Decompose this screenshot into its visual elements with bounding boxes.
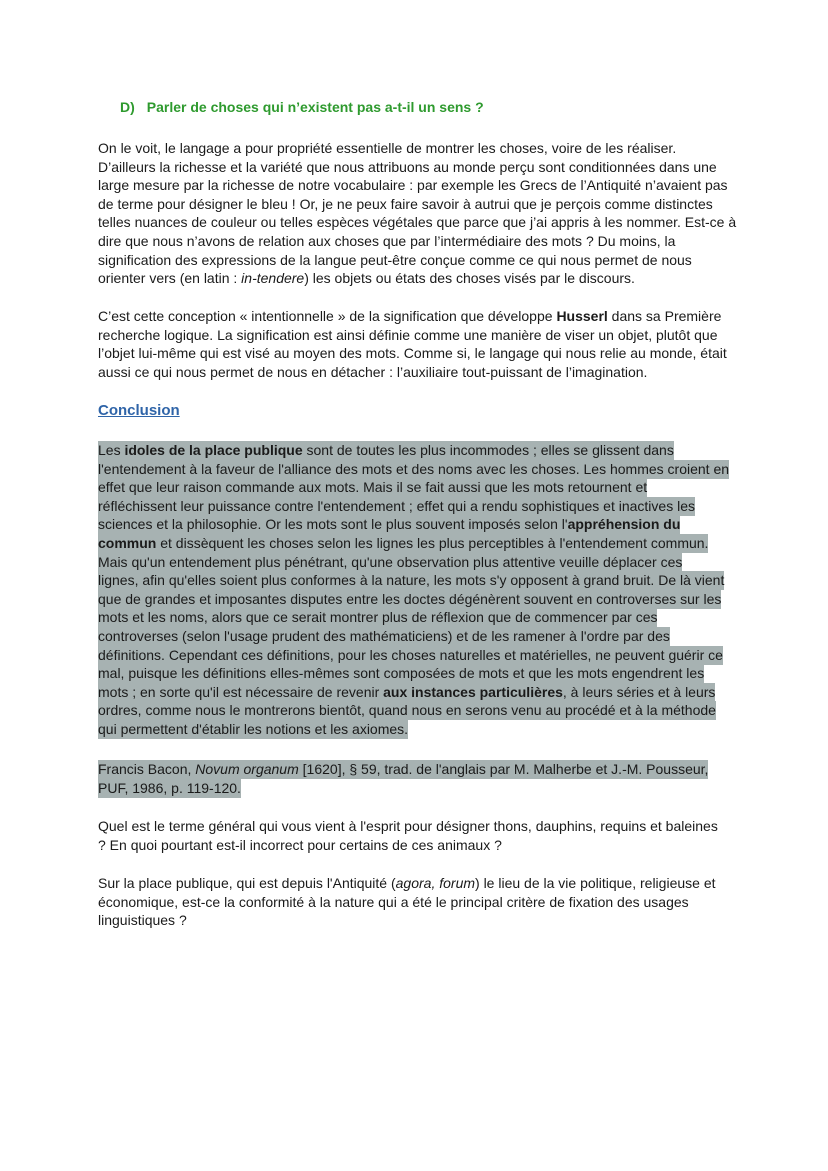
text-line: aussi ce qui nous permet de nous en détacher : l’auxiliaire tout-puissant de l’imagination. <box>98 363 648 380</box>
quote-line <box>98 683 730 702</box>
italic-term: in-tendere <box>241 270 305 287</box>
section-d-title: Parler de choses qui n’existent pas a-t-il un sens ? <box>146 99 484 115</box>
quote-line: lignes, afin qu'elles soient plus conformes à la nature, les mots s'y opposent à grand bruit. De là vient <box>98 572 725 589</box>
text-fragment: Francis Bacon, <box>98 761 196 777</box>
text-line <box>98 874 730 893</box>
text-fragment: et dissèquent les choses selon les lignes les plus perceptibles à l'entendement commun. <box>156 534 709 551</box>
bold-term: commun <box>98 534 157 551</box>
question-animals <box>98 817 730 854</box>
bold-term: Husserl <box>556 308 608 324</box>
text-line: Quel est le terme général qui vous vient à l'esprit pour désigner thons, dauphins, requins et baleines <box>98 818 718 834</box>
text-fragment: sont de toutes les plus incommodes ; elles se glissent dans <box>302 442 674 458</box>
citation-line <box>98 760 730 779</box>
bacon-citation <box>98 760 730 797</box>
quote-line: controverses (selon l'usage prudent des mathématiciens) et de les ramener à l'ordre par des <box>98 627 670 644</box>
italic-term: agora, forum <box>395 875 476 891</box>
quote-line: mots et les noms, alors que ce serait montrer plus de réflexion que de commencer par ces <box>98 609 658 626</box>
text-line <box>98 307 730 326</box>
text-fragment: orienter vers (en latin : <box>98 270 242 287</box>
text-fragment: sciences et la philosophie. Or les mots sont le plus souvent imposés selon l' <box>98 516 568 533</box>
text-line: de terme pour désigner le bleu ! Or, je ne peux faire savoir à autrui que je perçois comme distinctes <box>98 195 713 212</box>
text-fragment: mots ; en sorte qu'il est nécessaire de revenir <box>98 683 384 700</box>
text-line: telles nuances de couleur ou telles espèces végétales que parce que j’ai appris à les nommer. Est-ce à <box>98 214 737 231</box>
text-line: signification des expressions de la langue peut-être conçue comme ce qui nous permet de nous <box>98 251 692 268</box>
text-line: l’objet lui-même qui est visé au moyen des mots. Comme si, le langage qui nous relie au monde, était <box>98 345 727 362</box>
text-line: ? En quoi pourtant est-il incorrect pour certains de ces animaux ? <box>98 836 502 853</box>
text-line <box>98 269 730 288</box>
citation-line: PUF, 1986, p. 119-120. <box>98 779 241 796</box>
question-agora <box>98 874 730 930</box>
paragraph-husserl <box>98 307 730 381</box>
quote-line: réfléchissent leur puissance contre l'entendement ; effet qui a rendu sophistiques et inactives les <box>98 497 695 514</box>
quote-line: définitions. Cependant ces définitions, pour les choses naturelles et matérielles, ne peuvent guérir ce <box>98 646 723 663</box>
text-fragment: [1620], § 59, trad. de l'anglais par M. Malherbe et J.-M. Pousseur, <box>298 761 709 777</box>
text-line: large mesure par la richesse de notre vocabulaire : par exemple les Grecs de l’Antiquité n’avaient pas <box>98 177 728 194</box>
text-fragment: , à leurs séries et à leurs <box>562 683 716 700</box>
quote-line <box>98 441 730 460</box>
quote-line: qui permettent d'établir les notions et les axiomes. <box>98 720 409 737</box>
text-fragment: ) le lieu de la vie politique, religieuse et <box>475 875 716 891</box>
text-fragment: dans sa Première <box>607 308 722 324</box>
text-fragment: ) les objets ou états des choses visés par le discours. <box>304 270 635 287</box>
text-fragment: Sur la place publique, qui est depuis l'Antiquité ( <box>98 875 396 891</box>
text-line: économique, est-ce la conformité à la nature qui a été le principal critère de fixation des usages <box>98 893 689 910</box>
text-line: On le voit, le langage a pour propriété essentielle de montrer les choses, voire de les réaliser. <box>98 140 677 156</box>
text-fragment: C’est cette conception « intentionnelle » de la signification que développe <box>98 308 557 324</box>
quote-line: Mais qu'un entendement plus pénétrant, qu'une observation plus attentive veuille déplacer ces <box>98 553 683 570</box>
italic-title: Novum organum <box>195 761 299 777</box>
quote-line <box>98 534 730 553</box>
conclusion-heading: Conclusion <box>98 402 180 419</box>
quote-line: l'entendement à la faveur de l'alliance des mots et des noms avec les choses. Les hommes croient en <box>98 460 730 477</box>
quote-line <box>98 515 730 534</box>
text-line: D’ailleurs la richesse et la variété que nous attribuons au monde perçu sont conditionnées dans une <box>98 158 717 175</box>
bacon-quote <box>98 441 730 739</box>
quote-line: mal, puisque les définitions elles-mêmes sont composées de mots et que les mots engendrent les <box>98 665 705 682</box>
quote-line: effet que leur raison commande aux mots. Mais il se fait aussi que les mots retournent et <box>98 479 648 496</box>
text-line: recherche logique. La signification est ainsi définie comme une manière de viser un objet, plutôt que <box>98 326 718 343</box>
bold-term: idoles de la place publique <box>124 442 303 458</box>
quote-line: que de grandes et imposantes disputes entre les doctes dégénèrent souvent en controverses sur les <box>98 590 722 607</box>
section-d-heading <box>120 99 484 115</box>
text-line: linguistiques ? <box>98 912 187 929</box>
text-fragment: Les <box>98 442 125 458</box>
quote-line: ordres, comme nous le montrerons bientôt, quand nous en serons venu au procédé et à la méthode <box>98 702 716 719</box>
bold-term: aux instances particulières <box>383 683 563 700</box>
text-line: dire que nous n’avons de relation aux choses que par l’intermédiaire des mots ? Du moins, la <box>98 232 676 249</box>
bold-term: appréhension du <box>567 516 681 533</box>
section-d-letter: D) <box>120 99 135 115</box>
paragraph-language <box>98 139 737 288</box>
